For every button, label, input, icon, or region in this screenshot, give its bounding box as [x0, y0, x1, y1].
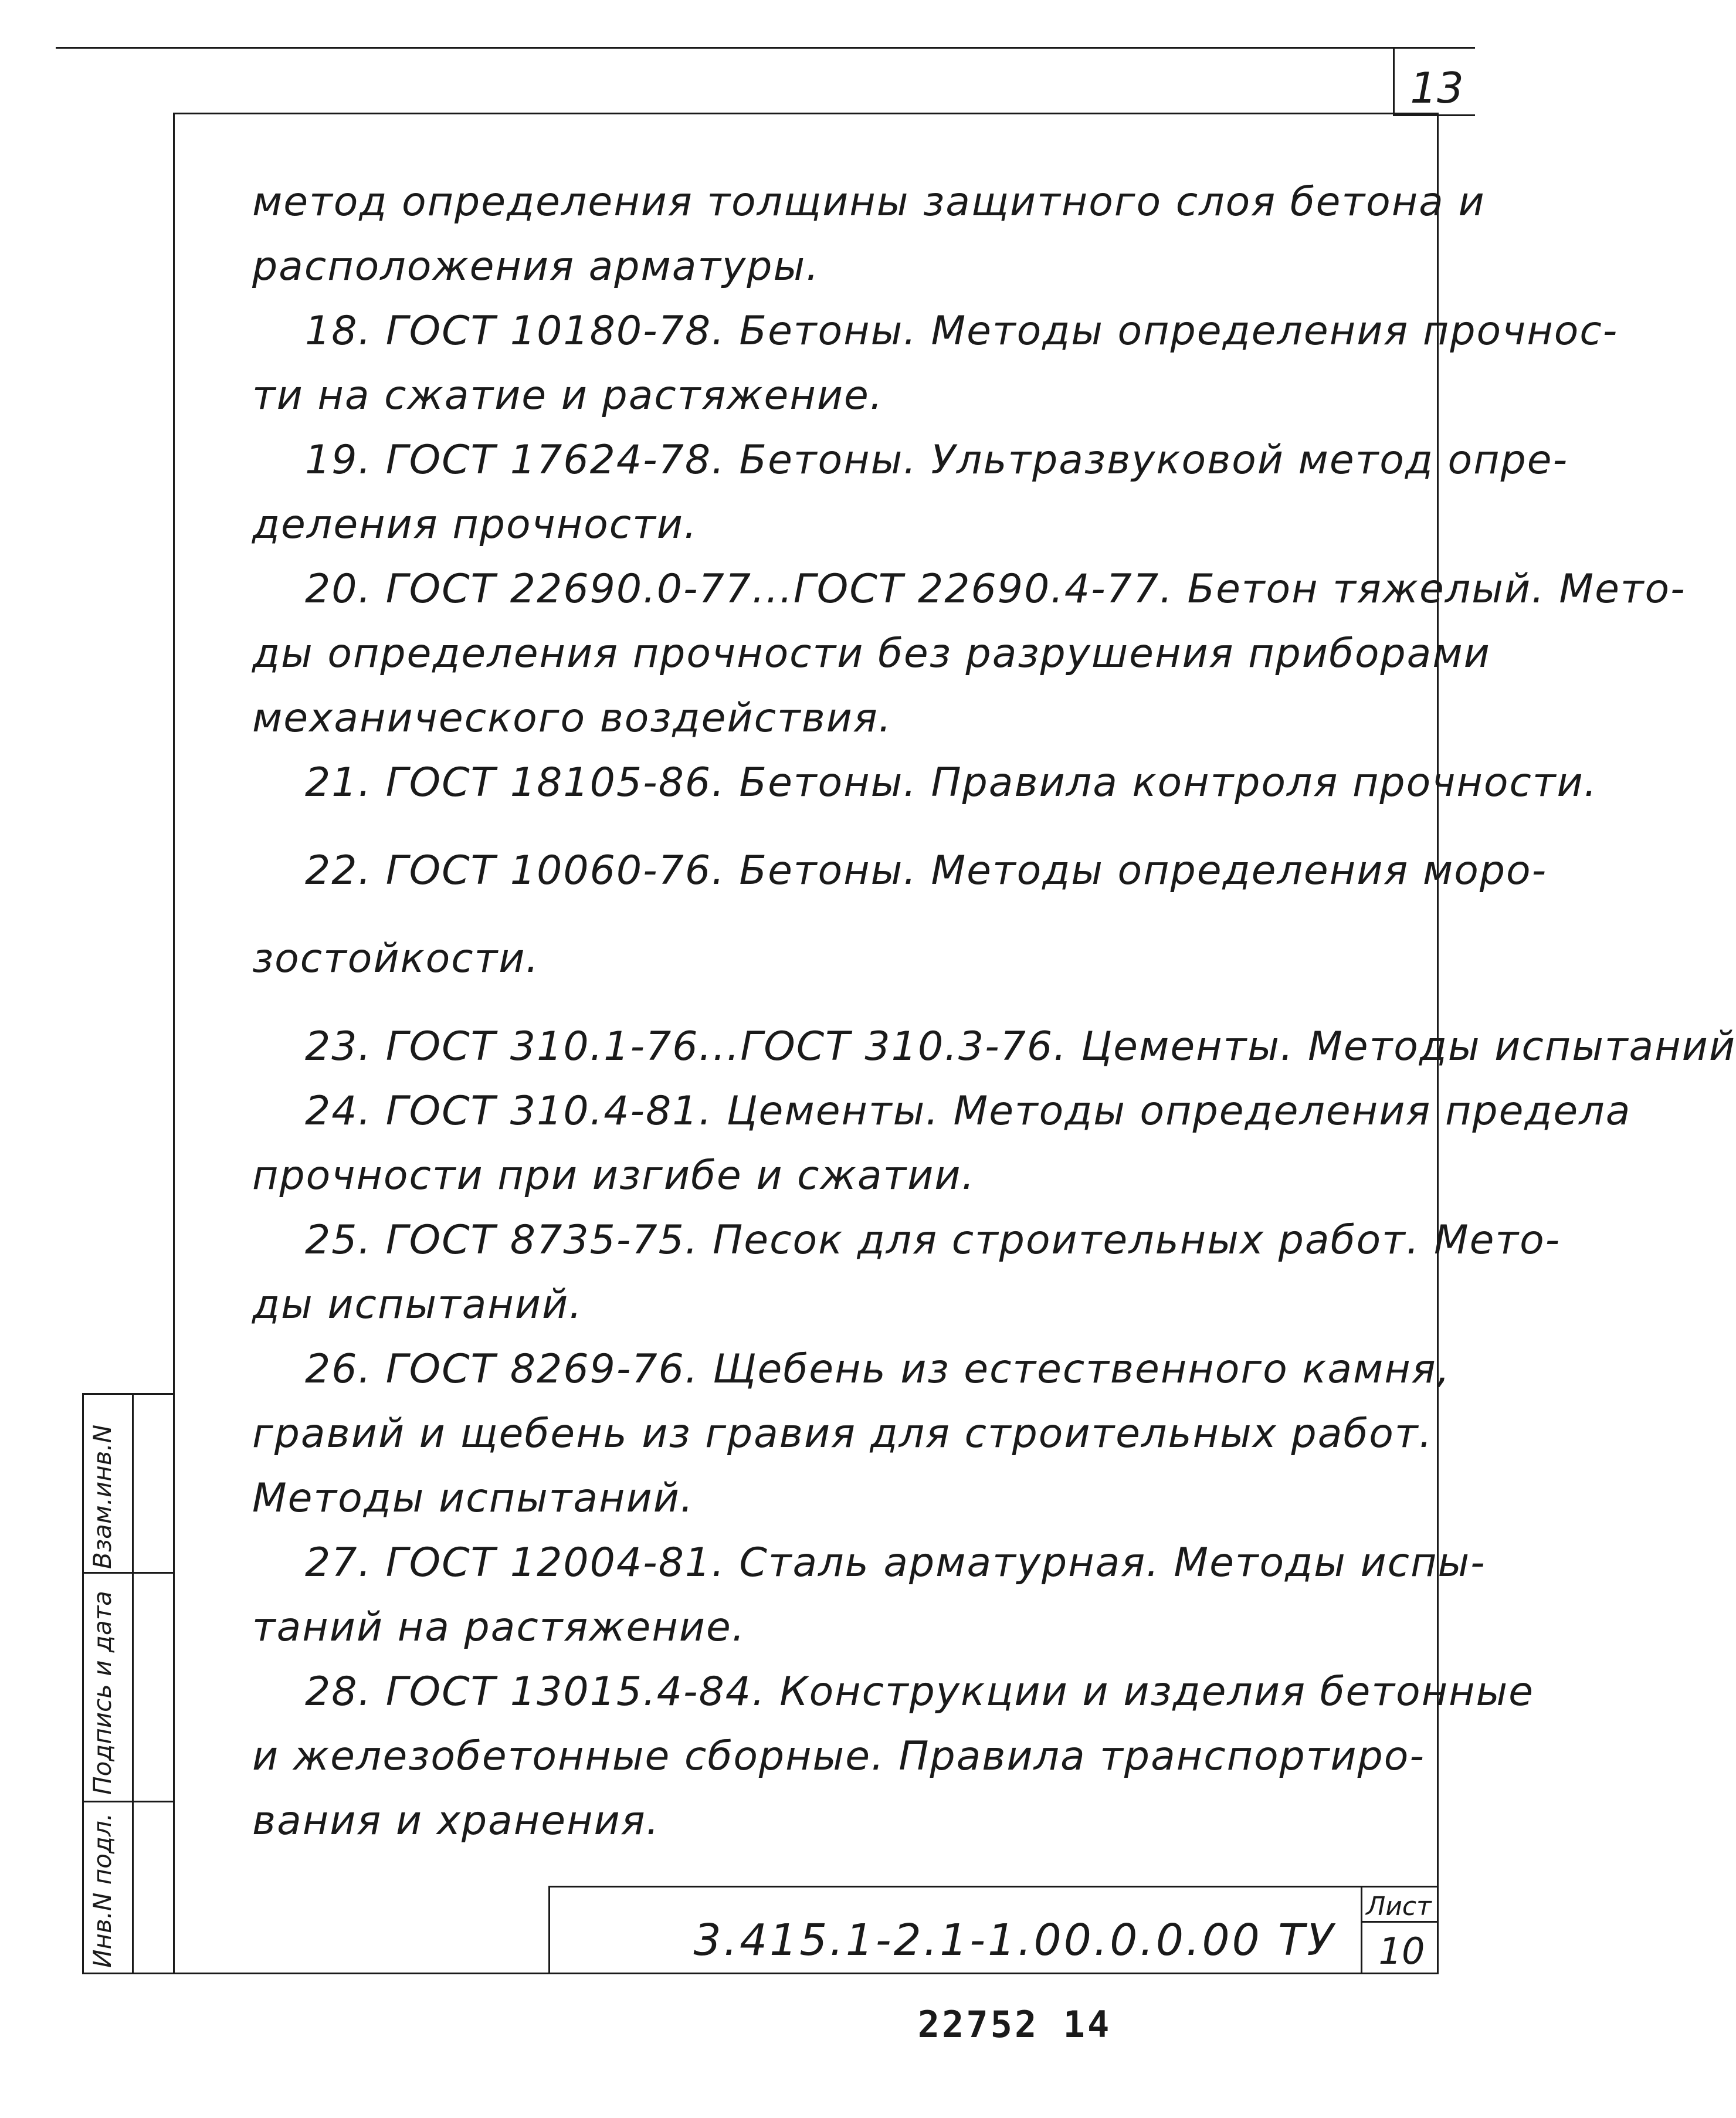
body-line: 21. ГОСТ 18105-86. Бетоны. Правила контроля прочности. [305, 760, 1598, 806]
stamp-signature-date: Подпись и дата [88, 1591, 117, 1795]
body-line: расположения арматуры. [252, 243, 820, 290]
title-block-left [548, 1886, 550, 1974]
body-line: зостойкости. [252, 936, 540, 982]
body-line: ды определения прочности без разрушения приборами [252, 631, 1491, 677]
body-line: 23. ГОСТ 310.1-76...ГОСТ 310.3-76. Цементы. Методы испытаний [305, 1024, 1736, 1070]
body-line: ды испытаний. [252, 1282, 583, 1328]
body-line: 26. ГОСТ 8269-76. Щебень из естественного камня, [305, 1346, 1451, 1392]
stamp-column-mid [132, 1393, 134, 1974]
archive-number: 22752 14 [917, 2003, 1112, 2046]
frame-left [173, 113, 175, 1974]
body-line: таний на растяжение. [252, 1604, 746, 1651]
body-line: 24. ГОСТ 310.4-81. Цементы. Методы определения предела [305, 1088, 1632, 1134]
stamp-row-top [82, 1393, 175, 1395]
sheet-label: Лист [1366, 1892, 1432, 1922]
document-code: 3.415.1-2.1-1.00.0.0.00 ТУ [693, 1915, 1336, 1965]
body-line: 18. ГОСТ 10180-78. Бетоны. Методы определения прочнос- [305, 308, 1619, 354]
stamp-replaced-inv: Взам.инв.N [88, 1424, 117, 1569]
body-line: деления прочности. [252, 501, 698, 548]
body-line: 19. ГОСТ 17624-78. Бетоны. Ультразвуковой метод опре- [305, 437, 1569, 483]
body-line: гравий и щебень из гравия для строительных работ. [252, 1411, 1433, 1457]
body-line: метод определения толщины защитного слоя бетона и [252, 179, 1486, 225]
body-line: 20. ГОСТ 22690.0-77...ГОСТ 22690.4-77. Бетон тяжелый. Мето- [305, 566, 1686, 612]
title-block-top [548, 1886, 1439, 1887]
body-text [252, 170, 1736, 1853]
page-number: 13 [1410, 63, 1464, 113]
body-line: 28. ГОСТ 13015.4-84. Конструкции и изделия бетонные [305, 1669, 1535, 1715]
body-line: и железобетонные сборные. Правила транспортиро- [252, 1733, 1425, 1780]
stamp-inv-original: Инв.N подл. [88, 1812, 117, 1968]
body-line: вания и хранения. [252, 1798, 660, 1844]
body-line: 22. ГОСТ 10060-76. Бетоны. Методы определения моро- [305, 848, 1548, 894]
body-line: Методы испытаний. [252, 1475, 694, 1521]
body-line: ти на сжатие и растяжение. [252, 372, 884, 419]
stamp-row-2 [82, 1801, 175, 1802]
body-line: механического воздействия. [252, 695, 893, 741]
top-rule [56, 47, 1475, 49]
stamp-column-left [82, 1393, 84, 1974]
page-number-box-bottom [1393, 114, 1475, 116]
body-line: 27. ГОСТ 12004-81. Сталь арматурная. Методы испы- [305, 1540, 1486, 1586]
stamp-row-1 [82, 1572, 175, 1574]
body-line: прочности при изгибе и сжатии. [252, 1153, 976, 1199]
sheet-number: 10 [1378, 1930, 1425, 1973]
frame-bottom [82, 1973, 1439, 1974]
frame-top [173, 113, 1437, 114]
body-line: 25. ГОСТ 8735-75. Песок для строительных работ. Мето- [305, 1217, 1561, 1263]
page-number-box-left [1393, 47, 1395, 114]
